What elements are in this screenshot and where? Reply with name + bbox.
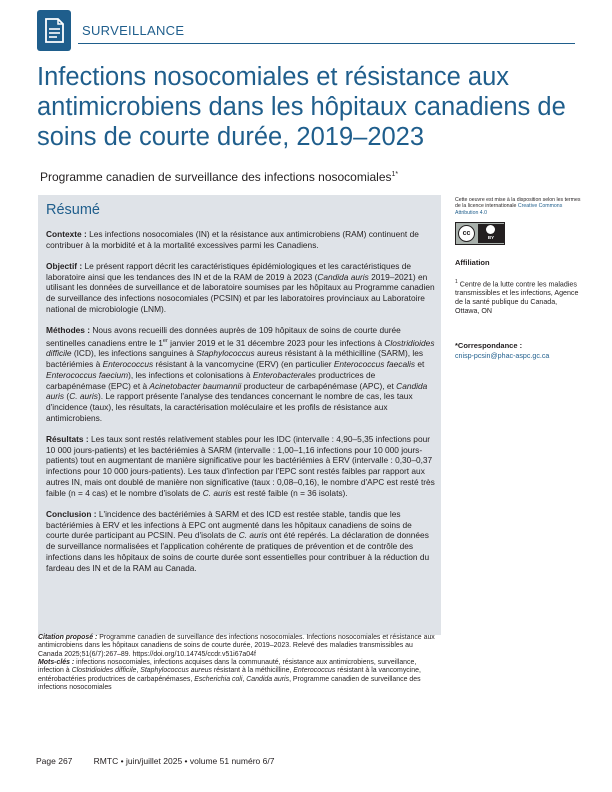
conclusion-text-b: ont été repérés. La déclaration de données de surveillance normalisées et l'application cohérente de pratiques de prévention et de contrôle des infections dans les hôpitaux de soins de courte durée sont essentielles pour contribuer à la réduction du fardeau des IN et de la RAM au Canada. — [46, 530, 430, 573]
license-text: Cette oeuvre est mise à la disposition selon les termes de la licence internationale — [455, 197, 581, 210]
abstract-conclusion — [46, 509, 436, 574]
methods-italic: Clostridioides difficile — [46, 337, 435, 359]
keywords-italic: Candida auris — [246, 675, 290, 683]
objective-text-b: 2019–2021) en utilisant les données de surveillance et de laboratoire soumises par les hôpitaux au Programme canadien de surveillance des infections nosocomiales (PCSIN) et par les laboratoires provinciaux au Laboratoire national de microbiologie (LNM). — [46, 271, 435, 314]
methods-italic: Enterococcus faecalis — [333, 359, 416, 370]
citation-label: Citation proposé : — [38, 634, 98, 641]
abstract-methods — [46, 325, 436, 424]
objective-label: Objectif : — [46, 260, 83, 271]
methods-text: (ICD), les infections sanguines à — [71, 348, 197, 359]
objective-text-a: Le présent rapport décrit les caractéristiques épidémiologiques et les caractéristiques de laboratoire ainsi que les tendances des IN et de la RAM de 2019 à 2023 ( — [46, 260, 411, 282]
methods-italic: Enterococcus faecium — [46, 369, 129, 380]
page-number: Page 267 — [36, 756, 73, 766]
correspondence-email[interactable]: cnisp-pcsin@phac-aspc.gc.ca — [455, 352, 550, 360]
objective-italic: Candida auris — [317, 271, 369, 282]
results-text-a: Les taux sont restés relativement stables pour les IDC (intervalle : 4,90–5,35 infections pour 10 000 jours-patients) et les bactériémies à SARM (intervalle : 1,00–1,16 infections pour 10 000 jours-patients) tout en augmentant de manière significative pour les bactériémies à ERV (intervalle : 0,30–0,37 infections pour 10 000 jours-patients). Les taux d'infection par l'EPC sont restés faibles par rapport aux autres IN, mais ont doublé de manière non significative (taux : 0,08–0,16), le nombre d'APC est resté très faible (n = 4 cas) et le nombre d'isolats de — [46, 433, 435, 498]
keywords-text: infections nosocomiales, infections acquises dans la communauté, résistance aux antimicrobiens, surveillance, infection à — [38, 659, 417, 675]
keywords-label: Mots-clés : — [38, 659, 75, 667]
cc-by-badge-icon[interactable] — [455, 222, 505, 245]
page-footer — [36, 756, 274, 766]
methods-italic: C. auris — [69, 391, 98, 402]
keywords-text: résistant à la vancomycine, entérobactéries productrices de carbapénémases, — [38, 667, 421, 683]
methods-text: et — [415, 359, 425, 370]
abstract-box — [38, 195, 441, 635]
footer-separator: • — [118, 756, 126, 766]
keywords-text: , — [242, 675, 247, 683]
keywords-italic: Escherichia coli — [194, 675, 243, 683]
document-icon — [37, 10, 71, 51]
keywords-italic: Staphylococcus aureus — [140, 667, 212, 675]
keywords-italic: Enterococcus — [293, 667, 336, 675]
methods-text: Nous avons recueilli des données auprès de 109 hôpitaux de soins de courte durée sentinelles canadiens entre le 1 — [46, 325, 401, 348]
methods-label: Méthodes : — [46, 325, 91, 336]
conclusion-label: Conclusion : — [46, 508, 97, 519]
methods-text: producteur de carbapénémase (APC), et — [241, 380, 397, 391]
issue-date: juin/juillet 2025 — [125, 756, 183, 766]
context-label: Contexte : — [46, 229, 87, 239]
methods-text: ). Le rapport présente l'analyse des tendances concernant le nombre de cas, les taux d'incidence (taux), les résultats, la caractérisation moléculaire et les profils de résistance aux antimicrobiens. — [46, 391, 413, 423]
methods-italic: Enterococcus — [102, 359, 154, 370]
abstract-context — [46, 229, 436, 251]
methods-text: janvier 2019 et le 31 décembre 2023 pour les infections à — [167, 337, 385, 348]
header-rule — [78, 43, 575, 44]
citation-block — [38, 634, 438, 692]
abstract-heading: Résumé — [46, 202, 100, 218]
affiliation-body: Centre de la lutte contre les maladies transmissibles et les infections, Agence de la santé publique du Canada, Ottawa, ON — [455, 280, 579, 316]
volume-number: volume 51 numéro 6/7 — [189, 756, 275, 766]
authors-superscript: 1* — [391, 171, 399, 178]
results-italic: C. auris — [202, 487, 232, 498]
context-text: Les infections nosocomiales (IN) et la résistance aux antimicrobiens (RAM) continuent de contribuer à la morbidité et à la mortalité excessives parmi les Canadiens. — [46, 229, 419, 250]
license-note — [455, 197, 585, 216]
keywords-text: résistant à la méthicilline, — [211, 667, 294, 675]
affiliation-text — [455, 278, 580, 316]
abstract-objective — [46, 261, 436, 315]
section-label: SURVEILLANCE — [82, 23, 185, 38]
license-link[interactable]: Creative Commons Attribution 4.0 — [455, 203, 563, 216]
citation-text: Programme canadien de surveillance des infections nosocomiales. Infections nosocomiales et résistance aux antimicrobiens dans les hôpitaux canadiens de soins de courte durée, 2019–2023. Relevé des maladies transmissibles au Canada 2025;51(6/7):267–89. https://doi.org/10.14745/ccdr.v51i67a04f — [38, 634, 435, 658]
methods-italic: Staphylococcus — [196, 348, 255, 359]
authors-name: Programme canadien de surveillance des infections nosocomiales — [40, 170, 392, 184]
authors — [40, 170, 398, 184]
suggested-citation — [38, 634, 438, 659]
methods-text: résistant à la vancomycine (ERV) (en particulier — [153, 359, 334, 370]
keywords-text: , — [136, 667, 141, 675]
keywords-text: , Programme canadien de surveillance des infections nosocomiales — [38, 675, 421, 692]
keywords-italic: Clostridioides difficile — [71, 667, 137, 675]
results-label: Résultats : — [46, 433, 89, 444]
affiliation-sup: 1 — [455, 279, 458, 285]
methods-italic: Enterobacterales — [252, 369, 316, 380]
methods-text: productrices de carbapénémase (EPC) et à — [46, 369, 376, 391]
keywords — [38, 659, 438, 692]
abstract-body — [46, 229, 436, 584]
page-title: Infections nosocomiales et résistance aux antimicrobiens dans les hôpitaux canadiens de soins de courte durée, 2019–2023 — [37, 63, 566, 151]
cc-mark: cc — [458, 225, 475, 242]
methods-text: ( — [64, 391, 70, 402]
methods-text: aureus résistant à la méthicilline (SARM), les bactériémies à — [46, 348, 424, 370]
methods-sup: er — [162, 337, 168, 344]
results-text-b: est resté faible (n = 36 isolats). — [231, 487, 348, 498]
conclusion-italic: C. auris — [238, 530, 268, 541]
affiliation-heading: Affiliation — [455, 258, 490, 267]
footer-separator: • — [182, 756, 190, 766]
correspondence-heading: *Correspondance : — [455, 341, 523, 350]
conclusion-text-a: L'incidence des bactériémies à SARM et des ICD est restée stable, tandis que les bactériémies à ERV et les infections à EPC ont augmenté dans les hôpitaux canadiens de soins de courte durée participant au PCSIN. Peu d'isolats de — [46, 508, 412, 541]
methods-text: ), les infections et colonisations à — [128, 369, 253, 380]
methods-italic: Acinetobacter baumannii — [149, 380, 242, 391]
cc-by-label: BY — [487, 235, 495, 240]
abstract-results — [46, 434, 436, 499]
person-icon — [486, 225, 495, 234]
journal-name: RMTC — [93, 756, 119, 766]
methods-italic: Candida auris — [46, 380, 428, 402]
